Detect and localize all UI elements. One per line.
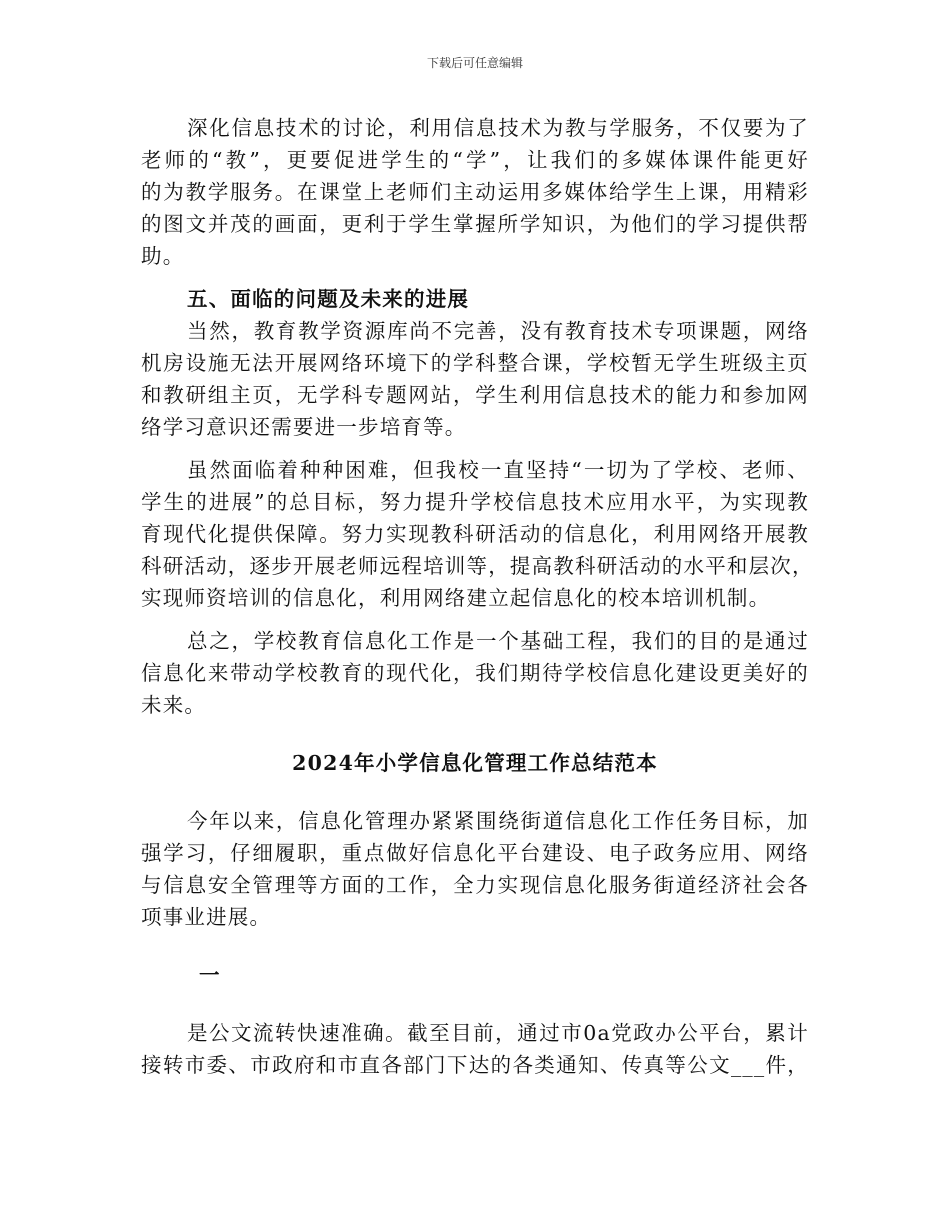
text-line: 的为教学服务。在课堂上老师们主动运用多媒体给学生上课，用精彩 — [141, 180, 809, 204]
text-line: 科研活动，逐步开展老师远程培训等，提高教科研活动的水平和层次， — [141, 554, 814, 578]
list-marker: 一 — [199, 963, 221, 987]
text-line: 络学习意识还需要进一步培育等。 — [141, 415, 467, 439]
text-line: 虽然面临着种种困难，但我校一直坚持“一切为了学校、老师、 — [187, 458, 809, 482]
text-line: 实现师资培训的信息化，利用网络建立起信息化的校本培训机制。 — [141, 586, 771, 610]
text-line: 育现代化提供保障。努力实现教科研活动的信息化，利用网络开展教 — [141, 522, 809, 546]
text-line: 信息化来带动学校教育的现代化，我们期待学校信息化建设更美好的 — [141, 661, 809, 685]
text-line: 与信息安全管理等方面的工作，全力实现信息化服务街道经济社会各 — [141, 873, 809, 897]
text-line: 机房设施无法开展网络环境下的学科整合课，学校暂无学生班级主页 — [141, 351, 809, 375]
text-line: 助。 — [141, 244, 185, 268]
text-line: 和教研组主页，无学科专题网站，学生利用信息技术的能力和参加网 — [141, 383, 809, 407]
text-line: 未来。 — [141, 693, 207, 717]
text-line: 深化信息技术的讨论，利用信息技术为教与学服务，不仅要为了 — [187, 116, 809, 140]
document-title: 2024年小学信息化管理工作总结范本 — [292, 751, 658, 775]
text-line: 的图文并茂的画面，更利于学生掌握所学知识，为他们的学习提供帮 — [141, 212, 809, 236]
text-line: 项事业进展。 — [141, 905, 272, 929]
text-line: 当然，教育教学资源库尚不完善，没有教育技术专项课题，网络 — [187, 319, 809, 343]
section-heading: 五、面临的问题及未来的进展 — [187, 287, 470, 311]
text-line: 老师的“教”，更要促进学生的“学”，让我们的多媒体课件能更好 — [141, 148, 809, 172]
page-header: 下载后可任意编辑 — [426, 56, 523, 70]
text-line: 接转市委、市政府和市直各部门下达的各类通知、传真等公文___件， — [141, 1053, 809, 1077]
text-line: 强学习，仔细履职，重点做好信息化平台建设、电子政务应用、网络 — [141, 841, 809, 865]
text-line: 总之，学校教育信息化工作是一个基础工程，我们的目的是通过 — [187, 629, 809, 653]
document-body — [141, 112, 814, 1081]
text-line: 学生的进展”的总目标，努力提升学校信息技术应用水平，为实现教 — [141, 490, 809, 514]
text-line: 今年以来，信息化管理办紧紧围绕街道信息化工作任务目标，加 — [187, 809, 809, 833]
text-line: 是公文流转快速准确。截至目前，通过市0a党政办公平台，累计 — [187, 1021, 809, 1045]
